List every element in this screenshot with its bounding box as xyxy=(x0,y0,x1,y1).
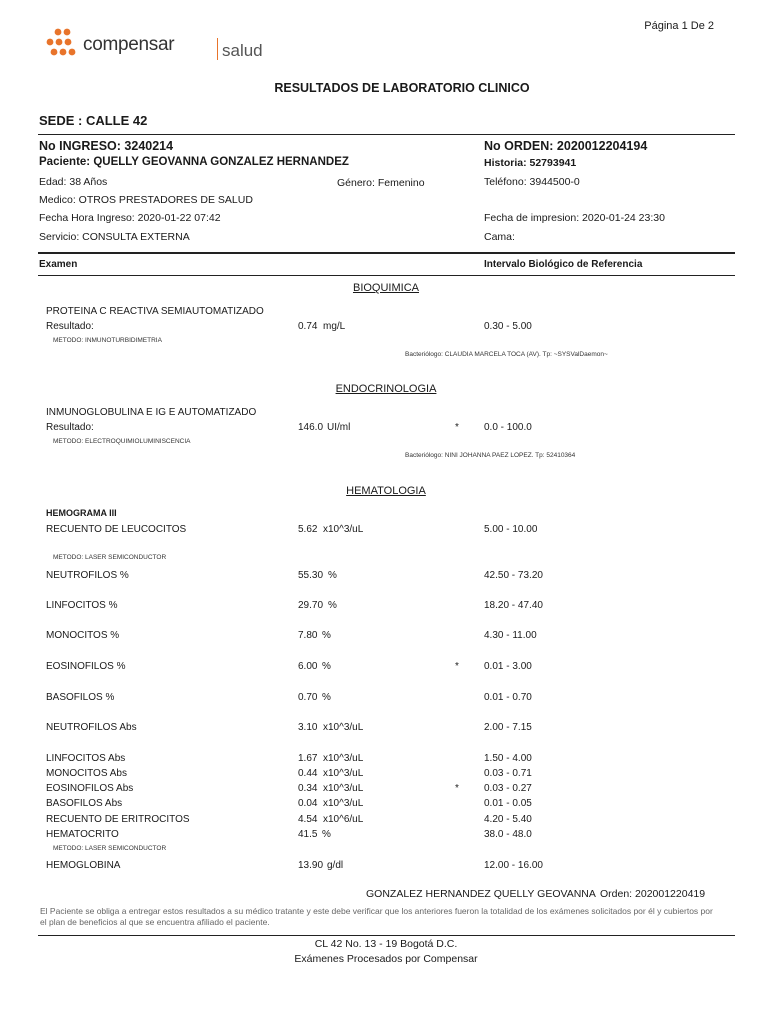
patient-name: Paciente: QUELLY GEOVANNA GONZALEZ HERNANDEZ xyxy=(39,156,349,168)
logo-brand: compensar xyxy=(83,34,175,55)
result-value: 0.74 xyxy=(298,321,318,332)
result-unit: UI/ml xyxy=(327,422,351,433)
footer-patient-name: GONZALEZ HERNANDEZ QUELLY GEOVANNA xyxy=(366,888,596,900)
row-linfocitos-pct-value: 29.70 xyxy=(298,600,324,611)
row-eosinofilos-pct-value: 6.00 xyxy=(298,661,318,672)
divider xyxy=(38,134,735,135)
row-monocitos-abs-unit: x10^3/uL xyxy=(323,768,364,779)
method-label: METODO: INMUNOTURBIDIMETRIA xyxy=(53,337,162,344)
section-hematologia: HEMATOLOGIA xyxy=(346,485,426,497)
section-bioquimica: BIOQUIMICA xyxy=(352,282,419,294)
row-hemoglobina-range: 12.00 - 16.00 xyxy=(484,860,543,871)
row-neutrofilos-pct-range: 42.50 - 73.20 xyxy=(484,570,543,581)
row-linfocitos-pct-range: 18.20 - 47.40 xyxy=(484,600,543,611)
row-neutrofilos-abs-range: 2.00 - 7.15 xyxy=(484,722,532,733)
fecha-ingreso: Fecha Hora Ingreso: 2020-01-22 07:42 xyxy=(39,212,221,224)
row-linfocitos-abs-range: 1.50 - 4.00 xyxy=(484,753,532,764)
edad: Edad: 38 Años xyxy=(39,176,108,188)
divider xyxy=(38,275,735,276)
genero: Género: Femenino xyxy=(337,177,425,189)
servicio: Servicio: CONSULTA EXTERNA xyxy=(39,231,190,243)
group-title: HEMOGRAMA III xyxy=(46,508,117,518)
abnormal-flag: * xyxy=(455,783,459,794)
method-label: METODO: ELECTROQUIMIOLUMINISCENCIA xyxy=(53,438,191,445)
cama: Cama: xyxy=(484,231,515,243)
row-linfocitos-pct-name: LINFOCITOS % xyxy=(46,600,118,611)
row-eosinofilos-abs-name: EOSINOFILOS Abs xyxy=(46,783,134,794)
medico: Medico: OTROS PRESTADORES DE SALUD xyxy=(39,194,253,206)
divider xyxy=(38,252,735,254)
test-name: INMUNOGLOBULINA E IG E AUTOMATIZADO xyxy=(46,407,257,418)
bacteriologo: Bacteriólogo: NINI JOHANNA PAEZ LOPEZ. Tp: 52410364 xyxy=(405,452,576,459)
row-basofilos-abs-unit: x10^3/uL xyxy=(323,798,364,809)
reference-range: 0.30 - 5.00 xyxy=(484,321,532,332)
ingreso-number: No INGRESO: 3240214 xyxy=(39,139,174,153)
row-hematocrito-value: 41.5 xyxy=(298,829,318,840)
row-hematocrito-unit: % xyxy=(322,829,331,840)
logo-dots-icon xyxy=(46,26,82,62)
row-eritrocitos-value: 4.54 xyxy=(298,814,318,825)
section-endocrinologia: ENDOCRINOLOGIA xyxy=(335,383,437,395)
row-monocitos-pct-value: 7.80 xyxy=(298,630,318,641)
method-label: METODO: LASER SEMICONDUCTOR xyxy=(53,554,167,561)
row-basofilos-pct-range: 0.01 - 0.70 xyxy=(484,692,532,703)
row-neutrofilos-pct-value: 55.30 xyxy=(298,570,324,581)
row-neutrofilos-pct-name: NEUTROFILOS % xyxy=(46,570,129,581)
row-linfocitos-abs-unit: x10^3/uL xyxy=(323,753,364,764)
row-linfocitos-pct-unit: % xyxy=(328,600,337,611)
row-neutrofilos-pct-unit: % xyxy=(328,570,337,581)
row-leucocitos-range: 5.00 - 10.00 xyxy=(484,524,538,535)
row-eritrocitos-range: 4.20 - 5.40 xyxy=(484,814,532,825)
disclaimer: El Paciente se obliga a entregar estos resultados a su médico tratante y este debe verificar que los anteriores fueron la totalidad de los exámenes solicitados por él y cubiertos por el plan de beneficios al que se encuentra afiliado el paciente. xyxy=(40,906,713,927)
method-label: METODO: LASER SEMICONDUCTOR xyxy=(53,845,167,852)
row-hemoglobina-unit: g/dl xyxy=(327,860,344,871)
row-eosinofilos-abs-range: 0.03 - 0.27 xyxy=(484,783,532,794)
telefono: Teléfono: 3944500-0 xyxy=(484,176,580,188)
orden-number: No ORDEN: 2020012204194 xyxy=(484,139,648,153)
result-value: 146.0 xyxy=(298,422,324,433)
test-name: PROTEINA C REACTIVA SEMIAUTOMATIZADO xyxy=(46,306,264,317)
page-number: Página 1 De 2 xyxy=(644,20,714,32)
row-monocitos-abs-name: MONOCITOS Abs xyxy=(46,768,127,779)
historia: Historia: 52793941 xyxy=(484,157,577,169)
row-leucocitos-value: 5.62 xyxy=(298,524,318,535)
logo-sub: salud xyxy=(222,41,263,60)
sede-label: SEDE : CALLE 42 xyxy=(39,113,148,128)
result-label: Resultado: xyxy=(46,422,94,433)
row-basofilos-pct-value: 0.70 xyxy=(298,692,318,703)
row-linfocitos-abs-name: LINFOCITOS Abs xyxy=(46,753,126,764)
intervalo-header: Intervalo Biológico de Referencia xyxy=(484,259,643,270)
row-basofilos-abs-name: BASOFILOS Abs xyxy=(46,798,123,809)
footer-processed: Exámenes Procesados por Compensar xyxy=(294,953,478,965)
row-monocitos-pct-unit: % xyxy=(322,630,331,641)
row-monocitos-pct-name: MONOCITOS % xyxy=(46,630,120,641)
row-neutrofilos-abs-name: NEUTROFILOS Abs xyxy=(46,722,137,733)
row-leucocitos-name: RECUENTO DE LEUCOCITOS xyxy=(46,524,187,535)
row-eosinofilos-pct-range: 0.01 - 3.00 xyxy=(484,661,532,672)
row-eosinofilos-abs-value: 0.34 xyxy=(298,783,318,794)
row-eosinofilos-pct-unit: % xyxy=(322,661,331,672)
row-hemoglobina-value: 13.90 xyxy=(298,860,324,871)
row-eosinofilos-pct-name: EOSINOFILOS % xyxy=(46,661,126,672)
result-unit: mg/L xyxy=(323,321,346,332)
abnormal-flag: * xyxy=(455,661,459,672)
row-eosinofilos-abs-unit: x10^3/uL xyxy=(323,783,364,794)
fecha-impresion: Fecha de impresion: 2020-01-24 23:30 xyxy=(484,212,665,224)
row-neutrofilos-abs-value: 3.10 xyxy=(298,722,318,733)
footer-address: CL 42 No. 13 - 19 Bogotá D.C. xyxy=(314,938,458,950)
row-monocitos-abs-value: 0.44 xyxy=(298,768,318,779)
logo-divider xyxy=(217,38,218,60)
abnormal-flag: * xyxy=(455,422,459,433)
row-linfocitos-abs-value: 1.67 xyxy=(298,753,318,764)
row-basofilos-pct-name: BASOFILOS % xyxy=(46,692,115,703)
page-title: RESULTADOS DE LABORATORIO CLINICO xyxy=(274,81,530,95)
row-basofilos-abs-range: 0.01 - 0.05 xyxy=(484,798,532,809)
footer-orden: Orden: 202001220419 xyxy=(600,888,706,900)
row-monocitos-pct-range: 4.30 - 11.00 xyxy=(484,630,537,641)
examen-header: Examen xyxy=(39,259,78,270)
result-label: Resultado: xyxy=(46,321,94,332)
reference-range: 0.0 - 100.0 xyxy=(484,422,532,433)
row-monocitos-abs-range: 0.03 - 0.71 xyxy=(484,768,532,779)
row-hematocrito-range: 38.0 - 48.0 xyxy=(484,829,532,840)
row-neutrofilos-abs-unit: x10^3/uL xyxy=(323,722,364,733)
row-hematocrito-name: HEMATOCRITO xyxy=(46,829,119,840)
row-hemoglobina-name: HEMOGLOBINA xyxy=(46,860,121,871)
bacteriologo: Bacteriólogo: CLAUDIA MARCELA TOCA (AV). Tp: ~SYSValDaemon~ xyxy=(405,351,608,358)
row-basofilos-abs-value: 0.04 xyxy=(298,798,318,809)
row-eritrocitos-name: RECUENTO DE ERITROCITOS xyxy=(46,814,190,825)
row-basofilos-pct-unit: % xyxy=(322,692,331,703)
divider xyxy=(38,935,735,936)
row-eritrocitos-unit: x10^6/uL xyxy=(323,814,364,825)
row-leucocitos-unit: x10^3/uL xyxy=(323,524,364,535)
